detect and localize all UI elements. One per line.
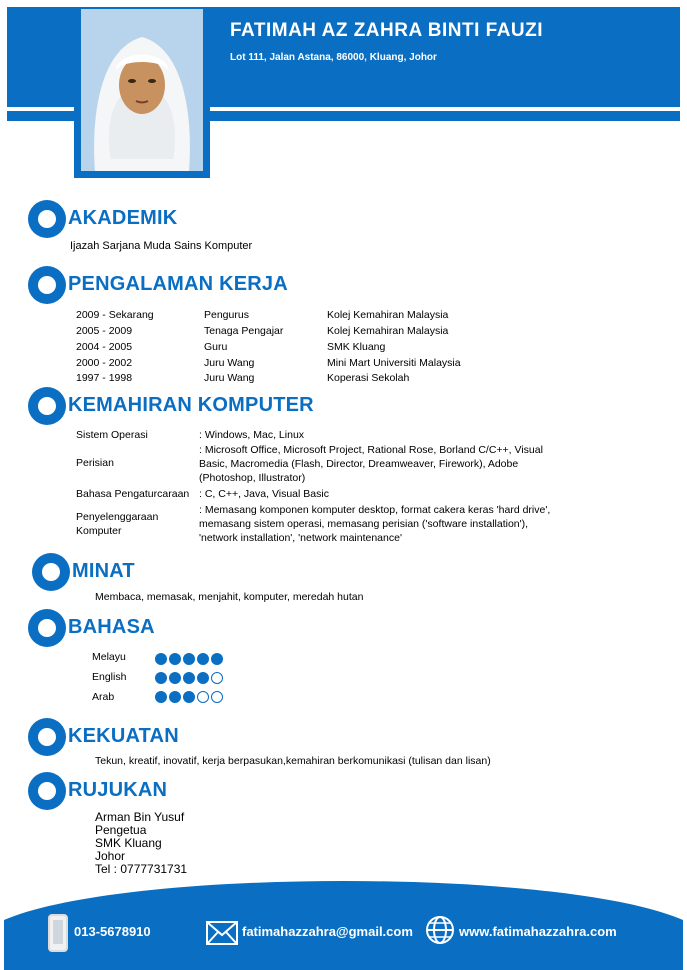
experience-period: 2004 - 2005 [76, 341, 133, 353]
circle-icon [28, 266, 66, 304]
phone-icon [48, 914, 68, 952]
experience-period: 2000 - 2002 [76, 357, 133, 369]
rating-dot-empty [211, 672, 223, 684]
section-title: KEKUATAN [68, 725, 179, 747]
referee-org: SMK Kluang [95, 836, 162, 850]
rating-dot-filled [155, 672, 167, 684]
footer-email[interactable]: fatimahazzahra@gmail.com [242, 924, 413, 939]
referee-state: Johor [95, 849, 126, 863]
rating-dot-filled [155, 653, 167, 665]
experience-org: Kolej Kemahiran Malaysia [327, 309, 449, 321]
skill-value: : C, C++, Java, Visual Basic [199, 488, 329, 500]
rating-dot-filled [197, 653, 209, 665]
skill-value: : Memasang komponen komputer desktop, format cakera keras 'hard drive', memasang sistem operasi, memasang perisian ('software installation'), 'network installation', 'network maintenance' [199, 504, 551, 544]
footer-phone[interactable]: 013-5678910 [74, 924, 151, 939]
footer-website[interactable]: www.fatimahazzahra.com [459, 924, 617, 939]
experience-role: Juru Wang [204, 372, 255, 384]
experience-period: 2005 - 2009 [76, 325, 133, 337]
kekuatan-text: Tekun, kreatif, inovatif, kerja berpasukan,kemahiran berkomunikasi (tulisan dan lisan) [95, 755, 491, 767]
section-title: KEMAHIRAN KOMPUTER [68, 394, 314, 416]
language-rating [155, 672, 223, 684]
section-title: PENGALAMAN KERJA [68, 273, 288, 295]
circle-icon [28, 718, 66, 756]
rating-dot-filled [169, 653, 181, 665]
experience-role: Pengurus [204, 309, 249, 321]
language-rating [155, 653, 223, 665]
section-title: AKADEMIK [68, 207, 178, 229]
experience-org: Mini Mart Universiti Malaysia [327, 357, 461, 369]
akademik-text: Ijazah Sarjana Muda Sains Komputer [70, 240, 253, 252]
rating-dot-filled [211, 653, 223, 665]
referee-title: Pengetua [95, 823, 147, 837]
circle-icon [28, 609, 66, 647]
language-name: Melayu [92, 651, 126, 663]
section-title: RUJUKAN [68, 779, 168, 801]
experience-role: Juru Wang [204, 357, 255, 369]
minat-text: Membaca, memasak, menjahit, komputer, meredah hutan [95, 591, 364, 603]
skill-label: Sistem Operasi [76, 429, 148, 441]
rating-dot-filled [155, 691, 167, 703]
rating-dot-empty [211, 691, 223, 703]
skill-value: : Windows, Mac, Linux [199, 429, 305, 441]
experience-org: Kolej Kemahiran Malaysia [327, 325, 449, 337]
language-name: English [92, 671, 127, 683]
circle-icon [32, 553, 70, 591]
rating-dot-filled [169, 691, 181, 703]
globe-icon [425, 915, 455, 945]
skill-label: Bahasa Pengaturcaraan [76, 488, 190, 500]
experience-period: 2009 - Sekarang [76, 309, 154, 321]
experience-org: SMK Kluang [327, 341, 386, 353]
referee-phone: Tel : 0777731731 [95, 862, 188, 876]
circle-icon [28, 772, 66, 810]
candidate-name: FATIMAH AZ ZAHRA BINTI FAUZI [230, 20, 544, 41]
language-name: Arab [92, 691, 115, 703]
language-rating [155, 691, 223, 703]
email-icon [206, 921, 238, 945]
skill-label: Perisian [76, 457, 114, 469]
section-title: MINAT [72, 560, 135, 582]
skill-value: : Microsoft Office, Microsoft Project, Rational Rose, Borland C/C++, Visual Basic, Macromedia (Flash, Director, Dreamweaver, Firework), Adobe (Photoshop, Illustrator) [199, 444, 543, 484]
rating-dot-filled [183, 691, 195, 703]
rating-dot-filled [183, 672, 195, 684]
circle-icon [28, 200, 66, 238]
section-title: BAHASA [68, 616, 155, 638]
experience-period: 1997 - 1998 [76, 372, 133, 384]
candidate-address: Lot 111, Jalan Astana, 86000, Kluang, Johor [230, 52, 437, 63]
experience-role: Guru [204, 341, 228, 353]
skill-label: Penyelenggaraan Komputer [76, 511, 159, 537]
rating-dot-filled [197, 672, 209, 684]
rating-dot-filled [169, 672, 181, 684]
experience-role: Tenaga Pengajar [204, 325, 284, 337]
profile-photo [81, 9, 203, 171]
rating-dot-empty [197, 691, 209, 703]
experience-org: Koperasi Sekolah [327, 372, 410, 384]
rating-dot-filled [183, 653, 195, 665]
circle-icon [28, 387, 66, 425]
referee-name: Arman Bin Yusuf [95, 810, 185, 824]
